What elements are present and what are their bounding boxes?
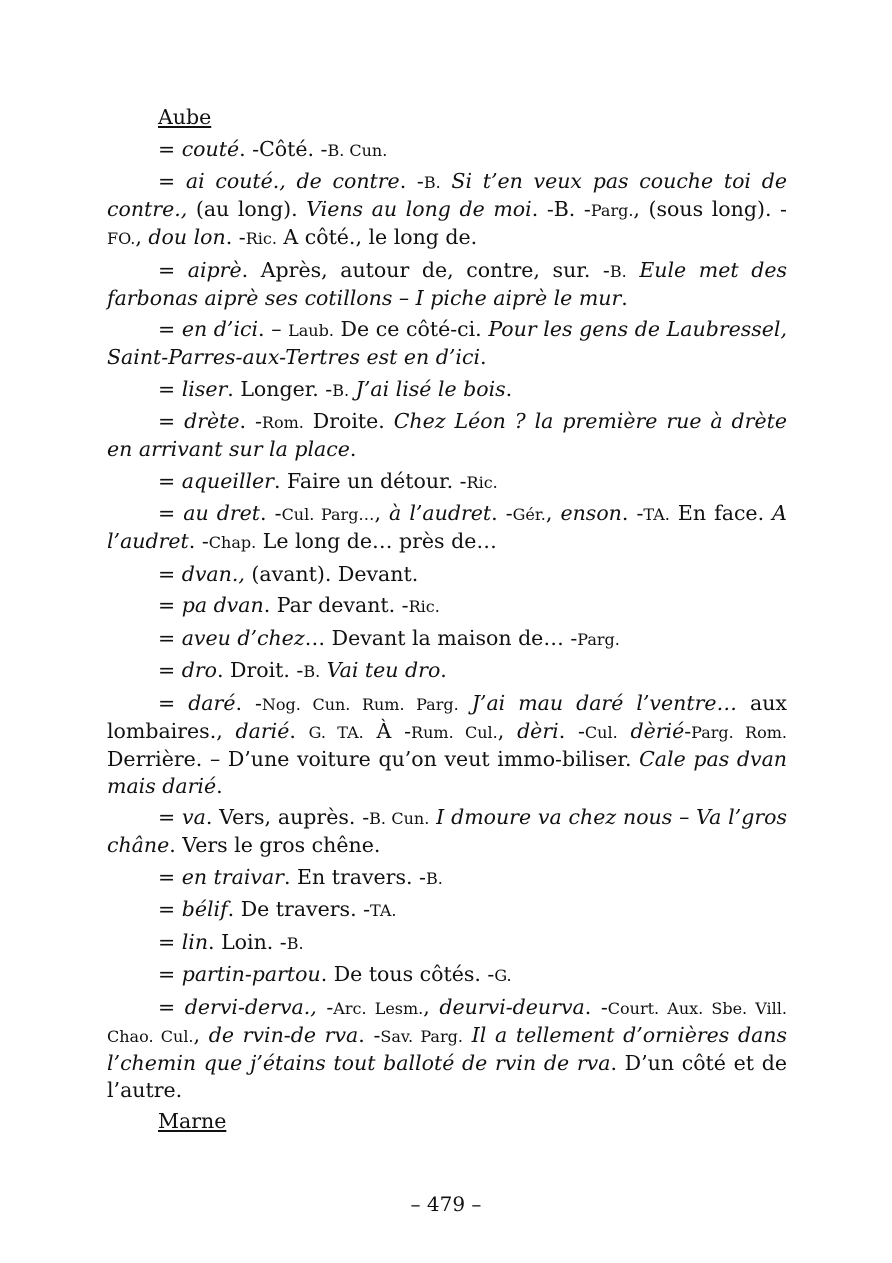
entry-text: = xyxy=(158,409,185,433)
entry-italic-text: liser xyxy=(181,376,228,401)
entry-text: = xyxy=(158,376,182,401)
entry-italic-text: lin xyxy=(181,929,209,954)
entry-text: Le long de… près de… xyxy=(256,529,497,553)
entry-italic-text: Vai teu dro xyxy=(326,658,441,682)
page-number: – 479 – xyxy=(410,1192,482,1216)
document-page xyxy=(107,104,787,1140)
entry-italic-text: ai couté., de contre xyxy=(185,169,400,193)
entry-italic-text: pa dvan xyxy=(181,593,264,617)
entry-locality-abbrev: Gér. xyxy=(512,505,546,524)
dictionary-entry xyxy=(107,961,787,989)
entry-text xyxy=(627,258,640,282)
entry-locality-abbrev: TA. xyxy=(643,505,670,524)
entry-italic-text: Cale pas dvan mais darié xyxy=(107,746,787,798)
dictionary-entry xyxy=(107,257,787,312)
entry-text: = xyxy=(158,561,182,586)
entry-text: . - xyxy=(225,225,246,249)
entry-text: . De travers. - xyxy=(227,897,371,921)
entry-text xyxy=(441,169,452,193)
entry-italic-text: en traivar xyxy=(181,864,284,889)
entry-text: = xyxy=(158,593,182,617)
entry-italic-text: partin-partou xyxy=(181,962,321,986)
entry-text: . - xyxy=(260,501,282,525)
entry-text: (au long). xyxy=(187,197,307,221)
section-heading-marne: Marne xyxy=(158,1109,227,1133)
entry-italic-text: A l’audret xyxy=(107,501,787,553)
entry-text: . – xyxy=(258,317,289,341)
entry-italic-text: dervi-derva., xyxy=(184,994,317,1019)
entry-text: = xyxy=(158,864,182,889)
entry-text: . -B. - xyxy=(531,197,591,221)
entry-text: . -Côté. - xyxy=(239,136,328,161)
entry-text: À - xyxy=(363,718,412,743)
entry-locality-abbrev: Laub. xyxy=(288,321,334,340)
entry-locality-abbrev: B. xyxy=(286,933,304,953)
entry-text: , xyxy=(423,994,440,1019)
entry-text: . - xyxy=(584,994,608,1019)
entry-italic-text: daré xyxy=(188,690,236,715)
entry-text: aux lombaires., xyxy=(107,690,787,743)
entry-italic-text: à l’audret xyxy=(389,501,492,525)
entry-text: - xyxy=(684,718,692,743)
entry-italic-text: dèri xyxy=(517,718,559,743)
entry-text: = xyxy=(158,625,182,650)
dictionary-entry xyxy=(107,168,787,252)
entry-text: . xyxy=(505,376,513,401)
entry-list xyxy=(107,136,787,1104)
entry-text: De ce côté-ci. xyxy=(333,317,489,341)
entry-locality-abbrev: Court. Aux. Sbe. Vill. Chao. Cul. xyxy=(107,998,787,1046)
entry-locality-abbrev: Chap. xyxy=(208,533,257,552)
entry-text: . - xyxy=(239,409,262,433)
entry-text: A côté., le long de. xyxy=(276,225,478,249)
entry-text: . - xyxy=(491,501,513,525)
entry-locality-abbrev: Sav. Parg. xyxy=(380,1026,463,1046)
entry-text: = xyxy=(158,468,182,493)
entry-text: = xyxy=(158,658,182,682)
entry-text: . - xyxy=(558,718,585,743)
dictionary-entry xyxy=(107,864,787,892)
entry-italic-text: au dret xyxy=(183,501,261,525)
entry-text: = xyxy=(158,501,184,525)
entry-text xyxy=(618,719,631,743)
entry-italic-text: Si t’en veux pas couche toi de contre., xyxy=(107,169,787,221)
entry-text: . Vers le gros chêne. xyxy=(169,833,381,857)
entry-text: . En travers. - xyxy=(283,864,426,889)
entry-text: , xyxy=(374,501,390,525)
entry-text: , (sous long). - xyxy=(633,197,787,221)
entry-italic-text: drète xyxy=(184,409,240,433)
entry-text: - xyxy=(316,994,334,1019)
entry-text xyxy=(463,1023,472,1047)
entry-italic-text: en d’ici xyxy=(181,317,259,341)
dictionary-entry xyxy=(107,994,787,1104)
entry-text: . xyxy=(621,285,628,310)
entry-text: . - xyxy=(235,690,262,715)
entry-text: . - xyxy=(399,169,424,193)
entry-text: En face. xyxy=(669,501,773,525)
entry-locality-abbrev: Cul. Parg… xyxy=(281,505,375,524)
dictionary-entry xyxy=(107,804,787,859)
entry-text: = xyxy=(158,257,188,282)
entry-italic-text: darié xyxy=(235,718,290,743)
entry-locality-abbrev: Ric. xyxy=(245,229,277,248)
entry-text: . Après, autour de, contre, sur. - xyxy=(241,257,610,282)
dictionary-entry xyxy=(107,136,787,164)
entry-locality-abbrev: B. xyxy=(609,261,627,281)
entry-text: . Droit. - xyxy=(216,658,304,682)
entry-italic-text: Chez Léon ? la première rue à drète en arrivant sur la place xyxy=(107,409,787,461)
dictionary-entry xyxy=(107,408,787,463)
dictionary-entry xyxy=(107,561,787,588)
dictionary-entry xyxy=(107,929,787,957)
entry-locality-abbrev: Ric. xyxy=(466,472,498,492)
entry-text: = xyxy=(158,805,182,829)
entry-locality-abbrev: B. Cun. xyxy=(369,809,430,828)
section-heading-aube: Aube xyxy=(158,105,212,129)
entry-text: . Faire un détour. - xyxy=(273,468,467,493)
entry-text: . D’un côté et de l’autre. xyxy=(107,1050,787,1102)
entry-text: . - xyxy=(358,1022,381,1047)
entry-italic-text: Eule met des farbonas aiprè ses cotillons – I piche aiprè le mur xyxy=(107,257,787,310)
entry-text: . Vers, auprès. - xyxy=(205,805,370,829)
dictionary-entry xyxy=(107,376,787,404)
entry-locality-abbrev: Rom. xyxy=(261,413,304,432)
entry-text: Derrière. – D’une voiture qu’on veut immo-biliser. xyxy=(107,746,640,771)
entry-locality-abbrev: Parg. Rom. xyxy=(691,722,787,742)
entry-italic-text: Pour les gens de Laubressel, Saint-Parres-aux-Tertres est en d’ici xyxy=(107,317,787,369)
entry-locality-abbrev: Ric. xyxy=(408,597,440,616)
entry-italic-text: Viens au long de moi xyxy=(306,197,532,221)
entry-locality-abbrev: B. xyxy=(332,380,350,400)
entry-text: = xyxy=(158,962,182,986)
entry-locality-abbrev: G. TA. xyxy=(308,722,364,742)
entry-italic-text: dro xyxy=(181,658,217,682)
dictionary-entry xyxy=(107,690,787,800)
entry-text: . Par devant. - xyxy=(263,593,409,617)
entry-text: = xyxy=(158,136,182,161)
dictionary-entry xyxy=(107,468,787,496)
entry-italic-text: aiprè xyxy=(187,257,242,282)
entry-locality-abbrev: Cul. xyxy=(584,722,618,742)
entry-italic-text: dèrié xyxy=(630,718,685,743)
dictionary-entry xyxy=(107,592,787,620)
entry-italic-text: J’ai lisé le bois xyxy=(355,376,506,401)
entry-locality-abbrev: G. xyxy=(494,966,512,985)
entry-text: . xyxy=(480,345,487,369)
entry-text xyxy=(459,691,472,715)
entry-italic-text: couté xyxy=(181,136,240,161)
entry-text: . De tous côtés. - xyxy=(320,962,495,986)
entry-text: . Loin. - xyxy=(208,929,287,954)
entry-locality-abbrev: TA. xyxy=(370,901,397,920)
entry-text: = xyxy=(158,929,182,954)
entry-text: Droite. xyxy=(303,409,394,433)
entry-locality-abbrev: B. xyxy=(425,868,443,888)
entry-italic-text: bélif xyxy=(181,897,228,921)
entry-italic-text: J’ai mau daré l’ventre… xyxy=(471,690,738,715)
entry-text: … Devant la maison de… - xyxy=(304,625,578,650)
entry-locality-abbrev: Nog. Cun. Rum. Parg. xyxy=(261,694,459,714)
entry-italic-text: va xyxy=(182,805,206,829)
entry-text: . Longer. - xyxy=(227,376,333,401)
entry-text: . xyxy=(349,437,357,461)
entry-italic-text: deurvi-deurva xyxy=(439,994,585,1019)
entry-locality-abbrev: Parg. xyxy=(590,201,634,220)
entry-text: , xyxy=(193,1022,209,1047)
entry-locality-abbrev: Arc. Lesm. xyxy=(333,998,424,1018)
entry-locality-abbrev: FO. xyxy=(107,229,136,248)
dictionary-entry xyxy=(107,625,787,653)
entry-locality-abbrev: Parg. xyxy=(577,629,620,649)
entry-text: . - xyxy=(188,529,209,553)
entry-text: = xyxy=(158,317,182,341)
entry-italic-text: dou lon xyxy=(148,225,226,249)
entry-italic-text: enson xyxy=(560,501,622,525)
entry-italic-text: I dmoure va chez nous – Va l’gros châne xyxy=(107,805,787,857)
entry-text: . - xyxy=(621,501,644,525)
entry-italic-text: de rvin-de rva xyxy=(208,1022,359,1047)
dictionary-entry xyxy=(107,657,787,685)
entry-text: . xyxy=(440,658,447,682)
entry-locality-abbrev: B. xyxy=(423,173,441,192)
entry-text: = xyxy=(158,994,185,1019)
entry-text: = xyxy=(158,897,182,921)
entry-locality-abbrev: B. xyxy=(303,662,321,681)
entry-text: , xyxy=(497,718,518,743)
entry-text: , xyxy=(545,501,561,525)
entry-italic-text: aqueiller xyxy=(181,468,274,493)
dictionary-entry xyxy=(107,500,787,556)
entry-italic-text: dvan., xyxy=(181,561,245,586)
entry-text: = xyxy=(158,690,189,715)
dictionary-entry xyxy=(107,316,787,371)
entry-italic-text: Il a tellement d’ornières dans l’chemin que j’étains tout balloté de rvin de rva xyxy=(107,1022,788,1075)
dictionary-entry xyxy=(107,896,787,924)
entry-italic-text: aveu d’chez xyxy=(181,625,305,650)
entry-text: . xyxy=(289,718,309,743)
entry-locality-abbrev: Rum. Cul. xyxy=(411,722,498,742)
entry-text: , xyxy=(135,225,149,249)
entry-locality-abbrev: B. Cun. xyxy=(327,140,388,160)
entry-text: . xyxy=(216,773,223,798)
entry-text: = xyxy=(158,169,186,193)
entry-text: (avant). Devant. xyxy=(244,561,419,586)
